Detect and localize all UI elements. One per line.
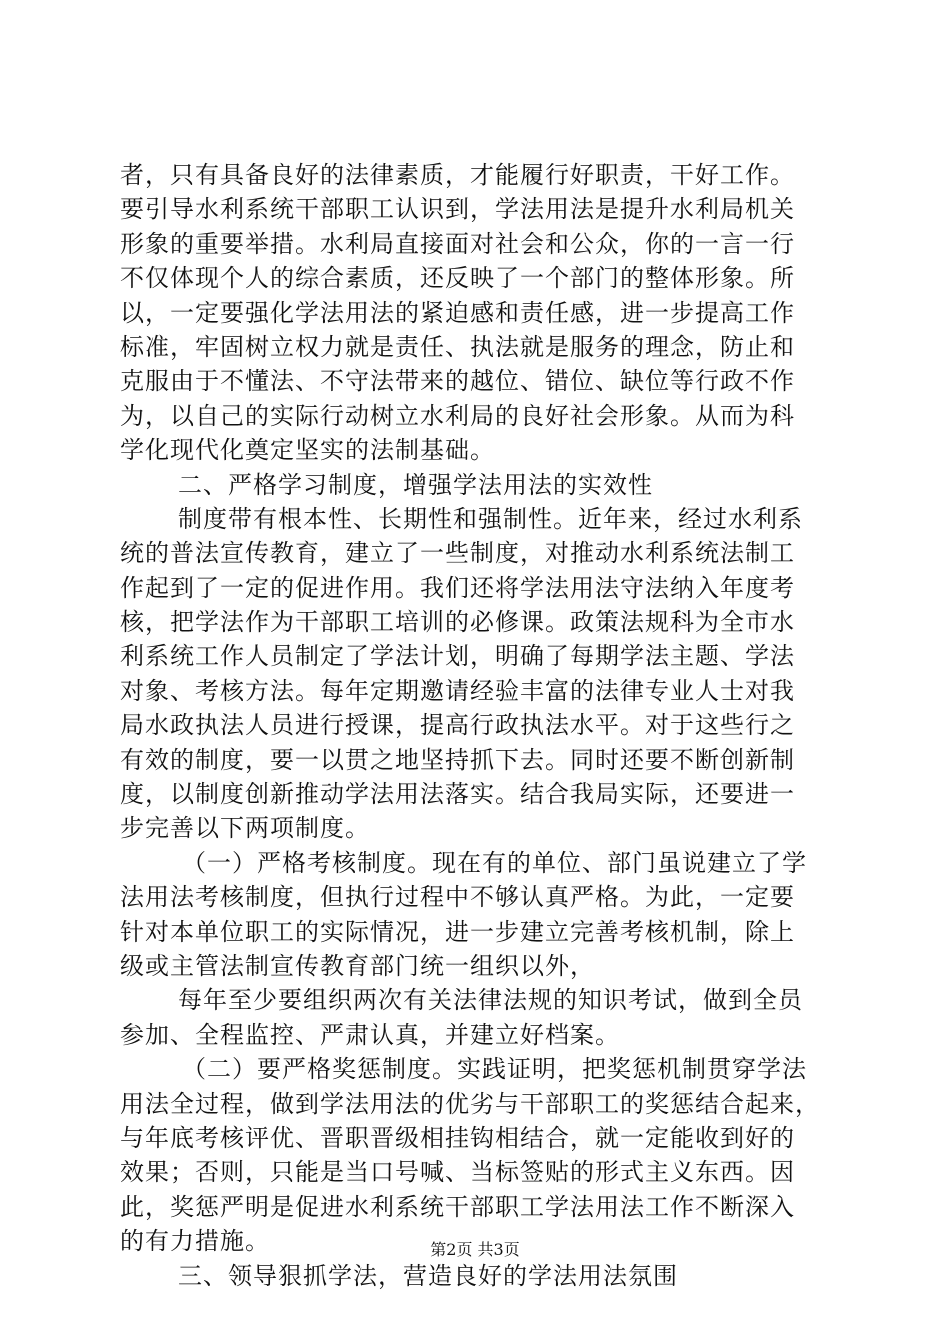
text-line: 作起到了一定的促进作用。我们还将学法用法守法纳入年度考 [120,573,795,602]
text-line: 对象、考核方法。每年定期邀请经验丰富的法律专业人士对我 [120,676,795,705]
text-line: 每年至少要组织两次有关法律法规的知识考试，做到全员 [178,986,803,1015]
text-line: 者，只有具备良好的法律素质，才能履行好职责，干好工作。 [120,161,795,189]
text-line: 局水政执法人员进行授课，提高行政执法水平。对于这些行之 [120,711,795,740]
section-heading: 二、严格学习制度，增强学法用法的实效性 [178,470,653,499]
text-line: 用法全过程，做到学法用法的优劣与干部职工的奖惩结合起来， [120,1089,820,1118]
text-line: 度，以制度创新推动学法用法落实。结合我局实际，还要进一 [120,780,795,809]
text-line: 克服由于不懂法、不守法带来的越位、错位、缺位等行政不作 [120,367,795,396]
page-number: 第2页 共3页 [430,1240,520,1259]
section-heading: 三、领导狠抓学法，营造良好的学法用法氛围 [178,1261,678,1290]
text-line: 效果；否则，只能是当口号喊、当标签贴的形式主义东西。因 [120,1158,795,1187]
text-line: 形象的重要举措。水利局直接面对社会和公众，你的一言一行 [120,229,795,258]
text-line: 制度带有根本性、长期性和强制性。近年来，经过水利系 [178,504,803,533]
text-line: 此，奖惩严明是促进水利系统干部职工学法用法工作不断深入 [120,1192,795,1221]
text-line: 标准，牢固树立权力就是责任、执法就是服务的理念，防止和 [120,332,795,361]
text-line: 不仅体现个人的综合素质，还反映了一个部门的整体形象。所 [120,264,795,293]
text-line: 为，以自己的实际行动树立水利局的良好社会形象。从而为科 [120,401,795,430]
text-line: 要引导水利系统干部职工认识到，学法用法是提升水利局机关 [120,195,795,224]
text-line: 参加、全程监控、严肃认真，并建立好档案。 [120,1020,620,1049]
text-line: 步完善以下两项制度。 [120,814,370,843]
text-line: 针对本单位职工的实际情况，进一步建立完善考核机制，除上 [120,917,795,946]
text-line: 级或主管法制宣传教育部门统一组织以外， [120,951,595,980]
text-line: 有效的制度，要一以贯之地坚持抓下去。同时还要不断创新制 [120,745,795,774]
text-line: 法用法考核制度，但执行过程中不够认真严格。为此，一定要 [120,883,795,912]
text-line: 以，一定要强化学法用法的紧迫感和责任感，进一步提高工作 [120,298,795,327]
text-line: 利系统工作人员制定了学法计划，明确了每期学法主题、学法 [120,642,795,671]
document-body [120,158,840,1293]
text-line: 学化现代化奠定坚实的法制基础。 [120,436,495,465]
text-line: 统的普法宣传教育，建立了一些制度，对推动水利系统法制工 [120,539,795,568]
text-line: 与年底考核评优、晋职晋级相挂钩相结合，就一定能收到好的 [120,1123,795,1152]
subsection-line: （一）严格考核制度。现在有的单位、部门虽说建立了学 [182,848,807,877]
text-line: 核，把学法作为干部职工培训的必修课。政策法规科为全市水 [120,608,795,637]
text-line: 的有力措施。 [120,1227,270,1256]
subsection-line: （二）要严格奖惩制度。实践证明，把奖惩机制贯穿学法 [182,1055,807,1084]
